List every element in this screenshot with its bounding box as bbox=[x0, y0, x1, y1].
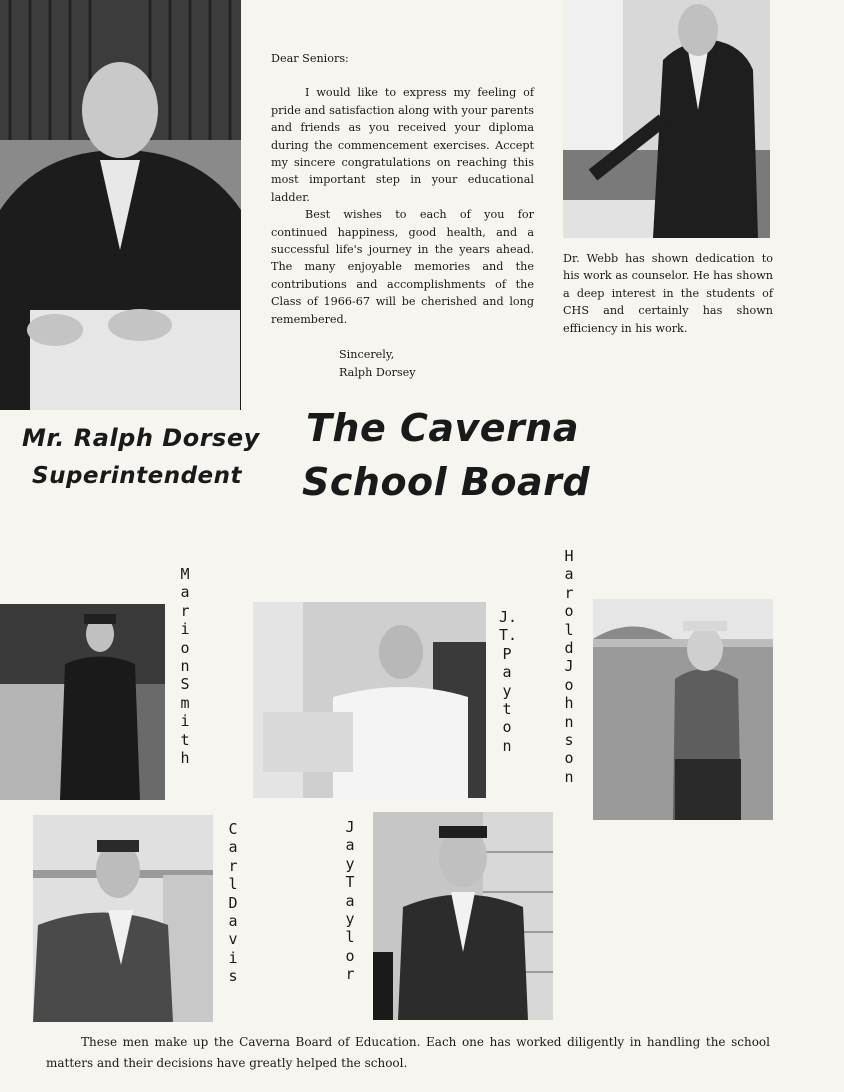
harold-johnson-name: Harold Johnson bbox=[564, 547, 583, 786]
marion-smith-photo bbox=[0, 604, 165, 800]
page-title-line-2: School Board bbox=[302, 460, 591, 504]
counselor-caption: Dr. Webb has shown dedication to his work as counselor. He has shown a deep interest in the students of CHS and certainly has shown efficiency in his work. bbox=[563, 252, 773, 335]
page-title-line-1: The Caverna bbox=[306, 406, 579, 450]
marion-smith-name: Marion Smith bbox=[180, 565, 199, 768]
jay-taylor-photo bbox=[373, 812, 553, 1020]
footer-text: These men make up the Caverna Board of Education. Each one has worked diligently in handling the school matters and their decisions have greatly helped the school. bbox=[46, 1035, 770, 1070]
jay-taylor-name: Jay Taylor bbox=[345, 818, 364, 984]
harold-johnson-photo bbox=[593, 599, 773, 820]
superintendent-photo bbox=[0, 0, 241, 410]
superintendent-name: Mr. Ralph Dorsey bbox=[22, 424, 260, 452]
jt-payton-photo bbox=[253, 602, 486, 798]
carl-davis-name: Carl Davis bbox=[228, 820, 247, 986]
letter-closing: Sincerely, bbox=[339, 348, 395, 362]
letter-greeting: Dear Seniors: bbox=[271, 52, 349, 65]
jt-payton-name: J. T. Payton bbox=[499, 608, 527, 755]
counselor-photo bbox=[563, 0, 770, 238]
carl-davis-photo bbox=[33, 815, 213, 1022]
superintendent-title: Superintendent bbox=[32, 463, 243, 489]
letter-paragraph-2: Best wishes to each of you for continued happiness, good health, and a successful life's journey in the years ahead. The many enjoyable memories and the contributions and accomplishments of the Class of 1966-67 will be cherished and long remembered. bbox=[271, 208, 534, 326]
letter-signature: Ralph Dorsey bbox=[339, 365, 416, 379]
letter-paragraph-1: I would like to express my feeling of pride and satisfaction along with your parents and friends as you received your diploma during the commencement exercises. Accept my sincere congratulations on reaching this most important step in your educational ladder. bbox=[271, 86, 534, 204]
superintendent-letter bbox=[271, 50, 534, 381]
